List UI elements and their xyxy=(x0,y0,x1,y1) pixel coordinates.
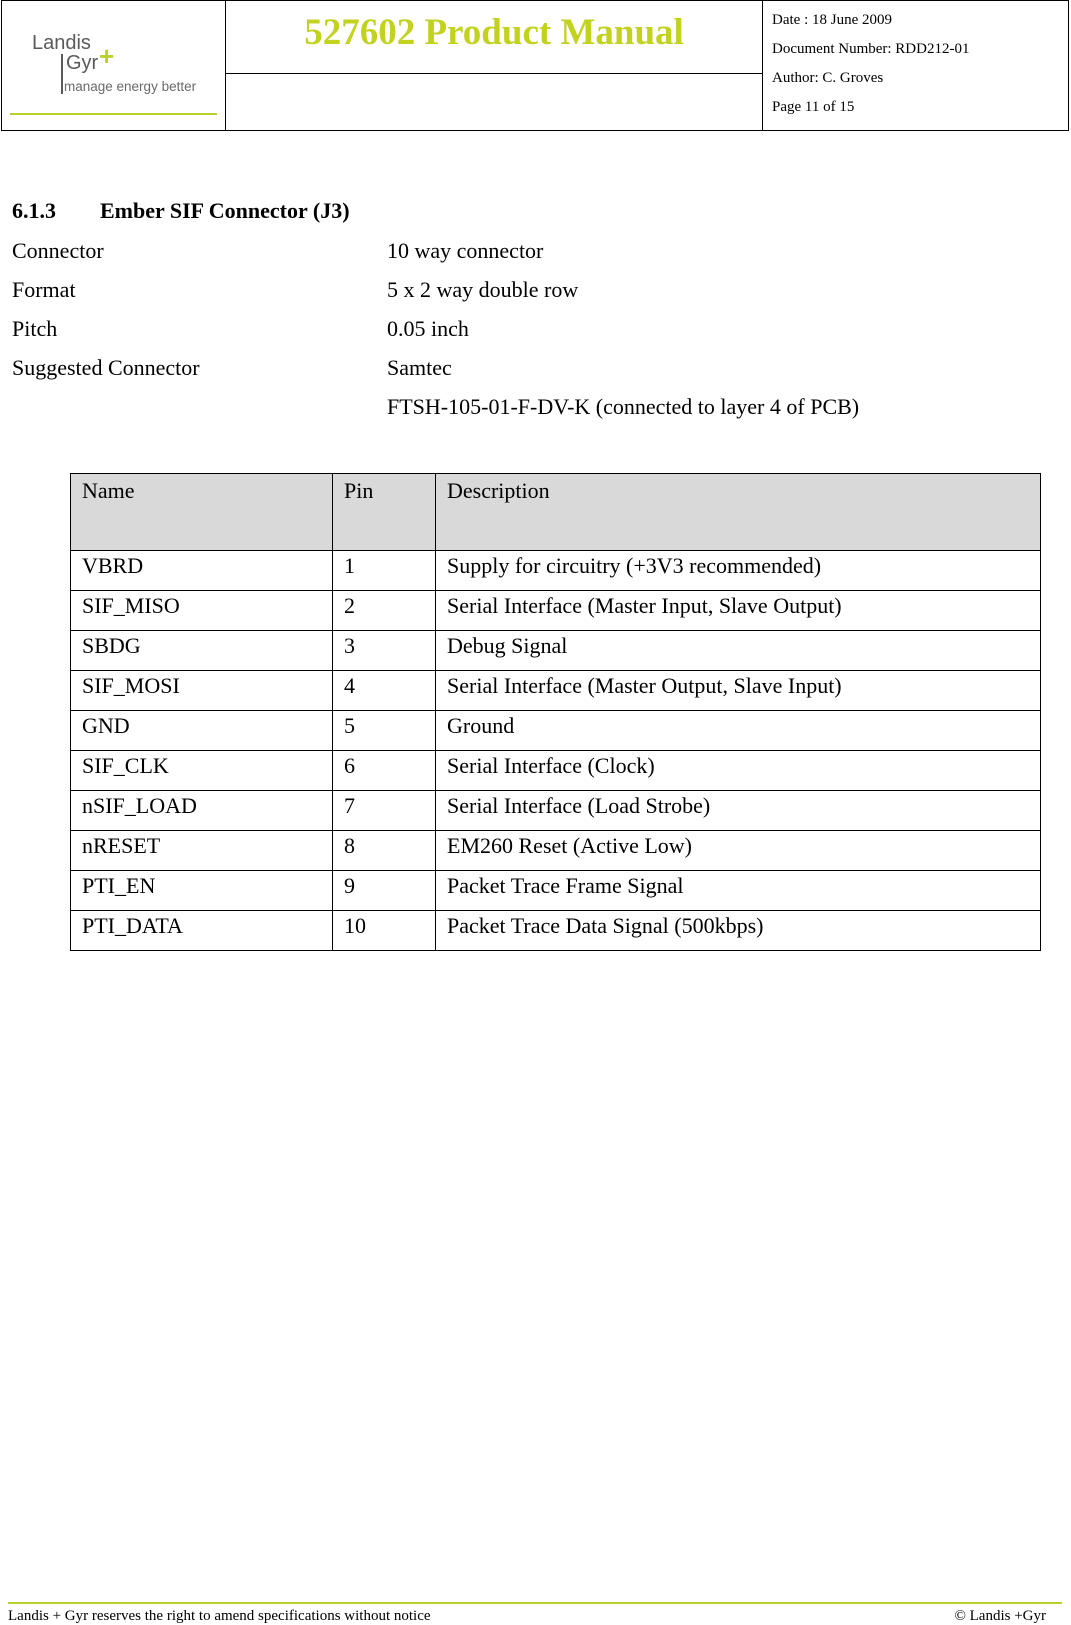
footer-disclaimer: Landis + Gyr reserves the right to amend specifications without notice xyxy=(8,1608,431,1624)
pin-number: 7 xyxy=(333,791,436,831)
pin-name: SIF_MOSI xyxy=(71,671,333,711)
logo-line1: Landis xyxy=(32,32,91,54)
pin-number: 8 xyxy=(333,831,436,871)
document-number: Document Number: RDD212-01 xyxy=(772,41,970,57)
document-header xyxy=(1,0,1069,131)
table-row xyxy=(71,671,1041,711)
spec-value: Samtec xyxy=(387,355,452,380)
section-title: Ember SIF Connector (J3) xyxy=(100,198,350,223)
logo-tagline: manage energy better xyxy=(64,79,197,94)
connector-specs xyxy=(12,236,859,431)
column-header-description: Description xyxy=(436,474,1041,551)
pin-name: SIF_MISO xyxy=(71,591,333,631)
pin-description: Serial Interface (Master Output, Slave Input) xyxy=(436,671,1041,711)
pin-name: PTI_EN xyxy=(71,871,333,911)
spec-label: Format xyxy=(12,277,76,302)
pin-description: Ground xyxy=(436,711,1041,751)
pin-description: Supply for circuitry (+3V3 recommended) xyxy=(436,551,1041,591)
logo-underline xyxy=(10,113,217,115)
table-row xyxy=(71,831,1041,871)
document-meta xyxy=(763,1,1069,130)
spec-row xyxy=(12,353,859,392)
pin-description: Serial Interface (Clock) xyxy=(436,751,1041,791)
title-cell xyxy=(226,1,763,74)
spec-label: Pitch xyxy=(12,316,58,341)
pin-description: Serial Interface (Load Strobe) xyxy=(436,791,1041,831)
section-number: 6.1.3 xyxy=(12,198,56,223)
pin-description: Serial Interface (Master Input, Slave Output) xyxy=(436,591,1041,631)
spec-row xyxy=(12,392,859,431)
table-row xyxy=(71,791,1041,831)
spec-value: 0.05 inch xyxy=(387,316,469,341)
pin-description: EM260 Reset (Active Low) xyxy=(436,831,1041,871)
table-row xyxy=(71,871,1041,911)
table-row xyxy=(71,711,1041,751)
logo-line2: Gyr xyxy=(66,52,99,74)
section-heading xyxy=(12,198,350,224)
pin-name: PTI_DATA xyxy=(71,911,333,951)
pin-number: 4 xyxy=(333,671,436,711)
pin-number: 1 xyxy=(333,551,436,591)
table-row xyxy=(71,551,1041,591)
pin-name: GND xyxy=(71,711,333,751)
table-row xyxy=(71,751,1041,791)
pin-name: VBRD xyxy=(71,551,333,591)
table-header-row xyxy=(71,474,1041,551)
table-row xyxy=(71,911,1041,951)
column-header-pin: Pin xyxy=(333,474,436,551)
pin-name: SBDG xyxy=(71,631,333,671)
pin-name: nRESET xyxy=(71,831,333,871)
spec-value: FTSH-105-01-F-DV-K (connected to layer 4 of PCB) xyxy=(387,394,860,419)
footer-copyright: © Landis +Gyr xyxy=(954,1608,1046,1624)
table-row xyxy=(71,631,1041,671)
spec-value: 5 x 2 way double row xyxy=(387,277,579,302)
pin-name: SIF_CLK xyxy=(71,751,333,791)
spec-value: 10 way connector xyxy=(387,238,544,263)
page-number: Page 11 of 15 xyxy=(772,99,855,115)
pin-number: 5 xyxy=(333,711,436,751)
table-row xyxy=(71,591,1041,631)
logo-plus: + xyxy=(99,41,115,71)
title-blank-cell xyxy=(226,74,763,130)
spec-row xyxy=(12,314,859,353)
pin-number: 3 xyxy=(333,631,436,671)
document-date: Date : 18 June 2009 xyxy=(772,12,892,28)
spec-label: Connector xyxy=(12,238,104,263)
document-title: 527602 Product Manual xyxy=(304,12,684,53)
pin-number: 9 xyxy=(333,871,436,911)
pin-description: Packet Trace Data Signal (500kbps) xyxy=(436,911,1041,951)
pin-table xyxy=(70,473,1041,951)
logo-cell xyxy=(2,1,226,130)
landis-gyr-logo xyxy=(30,31,200,101)
pin-description: Debug Signal xyxy=(436,631,1041,671)
document-author: Author: C. Groves xyxy=(772,70,884,86)
pin-number: 2 xyxy=(333,591,436,631)
column-header-name: Name xyxy=(71,474,333,551)
spec-label: Suggested Connector xyxy=(12,355,200,380)
pin-name: nSIF_LOAD xyxy=(71,791,333,831)
pin-number: 10 xyxy=(333,911,436,951)
spec-row xyxy=(12,236,859,275)
footer-divider xyxy=(8,1602,1062,1604)
spec-row xyxy=(12,275,859,314)
pin-number: 6 xyxy=(333,751,436,791)
pin-description: Packet Trace Frame Signal xyxy=(436,871,1041,911)
